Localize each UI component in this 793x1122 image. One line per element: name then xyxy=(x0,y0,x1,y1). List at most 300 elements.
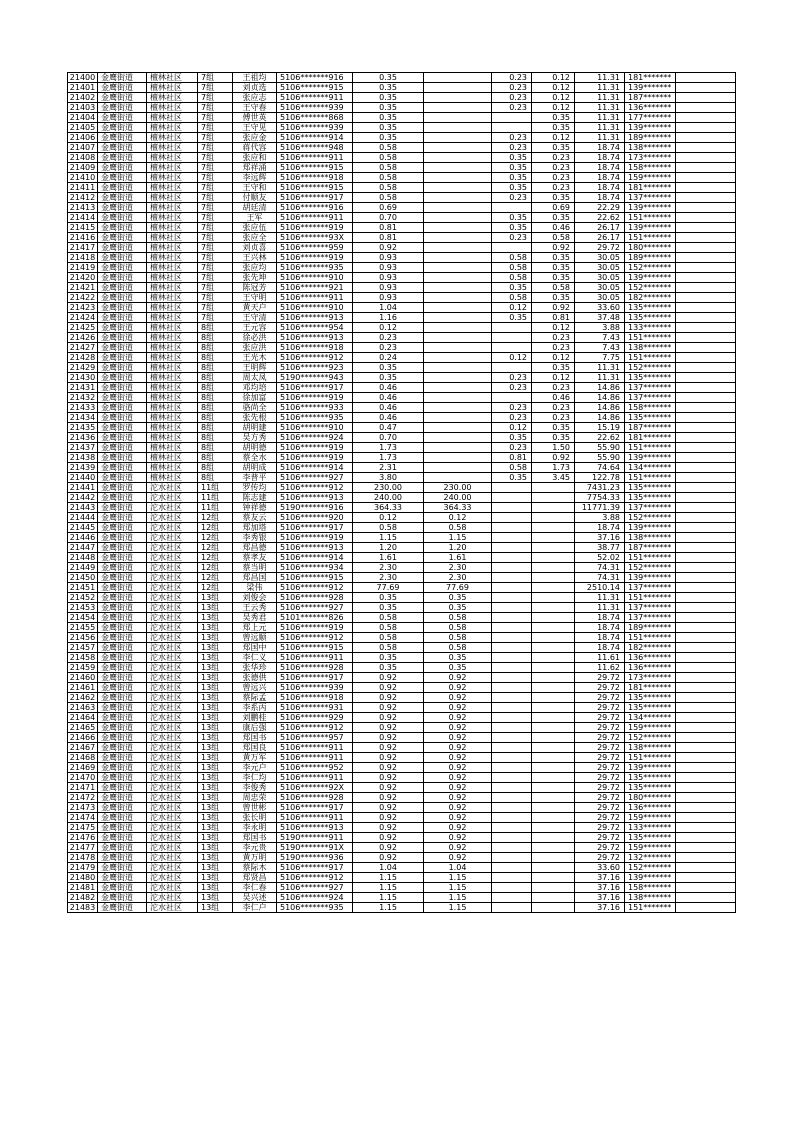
table-row xyxy=(68,273,736,283)
area-c-cell: 0.12 xyxy=(532,323,575,333)
table-row xyxy=(68,543,736,553)
phone-cell: 135******* xyxy=(625,783,676,793)
street-cell: 金鹰街道 xyxy=(98,653,147,663)
area-c-cell xyxy=(532,583,575,593)
amount-cell: 18.74 xyxy=(575,623,625,633)
name-cell: 刘鹏桂 xyxy=(233,713,277,723)
blank-cell xyxy=(676,393,736,403)
street-cell: 金鹰街道 xyxy=(98,663,147,673)
street-cell: 金鹰街道 xyxy=(98,843,147,853)
area-b-cell: 0.35 xyxy=(492,473,532,483)
amount-cell: 29.72 xyxy=(575,713,625,723)
street-cell: 金鹰街道 xyxy=(98,753,147,763)
area-b-cell xyxy=(492,793,532,803)
street-cell: 金鹰街道 xyxy=(98,493,147,503)
community-cell: 沱水社区 xyxy=(147,733,198,743)
id-number-cell: 5106*******920 xyxy=(277,513,353,523)
area-b-cell: 0.35 xyxy=(492,313,532,323)
phone-cell: 182******* xyxy=(625,643,676,653)
row-id: 21449 xyxy=(68,563,98,573)
phone-cell: 132******* xyxy=(625,853,676,863)
id-number-cell: 5106*******912 xyxy=(277,483,353,493)
area-total-cell: 0.92 xyxy=(353,763,424,773)
id-number-cell: 5106*******934 xyxy=(277,563,353,573)
group-cell: 7组 xyxy=(198,313,233,323)
row-id: 21401 xyxy=(68,83,98,93)
area-a-cell: 0.92 xyxy=(424,753,492,763)
table-row xyxy=(68,203,736,213)
area-c-cell xyxy=(532,893,575,903)
name-cell: 王守清 xyxy=(233,313,277,323)
table-row xyxy=(68,443,736,453)
group-cell: 13组 xyxy=(198,853,233,863)
phone-cell: 135******* xyxy=(625,303,676,313)
area-total-cell: 0.35 xyxy=(353,373,424,383)
row-id: 21438 xyxy=(68,453,98,463)
area-c-cell: 0.35 xyxy=(532,293,575,303)
group-cell: 7组 xyxy=(198,253,233,263)
group-cell: 7组 xyxy=(198,103,233,113)
blank-cell xyxy=(676,403,736,413)
area-c-cell: 0.35 xyxy=(532,213,575,223)
blank-cell xyxy=(676,363,736,373)
id-number-cell: 5106*******939 xyxy=(277,123,353,133)
area-total-cell: 0.92 xyxy=(353,823,424,833)
area-c-cell: 0.23 xyxy=(532,403,575,413)
phone-cell: 138******* xyxy=(625,143,676,153)
table-row xyxy=(68,283,736,293)
id-number-cell: 5106*******915 xyxy=(277,573,353,583)
street-cell: 金鹰街道 xyxy=(98,113,147,123)
area-a-cell xyxy=(424,263,492,273)
area-b-cell: 0.35 xyxy=(492,163,532,173)
area-total-cell: 0.92 xyxy=(353,803,424,813)
name-cell: 吴方秀 xyxy=(233,433,277,443)
table-row xyxy=(68,663,736,673)
phone-cell: 139******* xyxy=(625,123,676,133)
area-c-cell xyxy=(532,813,575,823)
name-cell: 李俊秀 xyxy=(233,783,277,793)
area-c-cell: 0.35 xyxy=(532,433,575,443)
area-a-cell: 0.35 xyxy=(424,653,492,663)
area-b-cell: 0.12 xyxy=(492,353,532,363)
amount-cell: 18.74 xyxy=(575,643,625,653)
amount-cell: 29.72 xyxy=(575,833,625,843)
area-a-cell: 0.92 xyxy=(424,713,492,723)
table-row xyxy=(68,183,736,193)
id-number-cell: 5106*******916 xyxy=(277,73,353,83)
table-row xyxy=(68,83,736,93)
phone-cell: 137******* xyxy=(625,583,676,593)
community-cell: 沱水社区 xyxy=(147,503,198,513)
table-row xyxy=(68,693,736,703)
table-row xyxy=(68,753,736,763)
table-row xyxy=(68,93,736,103)
street-cell: 金鹰街道 xyxy=(98,803,147,813)
area-total-cell: 1.61 xyxy=(353,553,424,563)
table-row xyxy=(68,743,736,753)
area-total-cell: 1.16 xyxy=(353,313,424,323)
phone-cell: 151******* xyxy=(625,553,676,563)
community-cell: 檀林社区 xyxy=(147,273,198,283)
table-row xyxy=(68,613,736,623)
area-c-cell xyxy=(532,533,575,543)
group-cell: 8组 xyxy=(198,403,233,413)
id-number-cell: 5106*******939 xyxy=(277,103,353,113)
group-cell: 13组 xyxy=(198,833,233,843)
street-cell: 金鹰街道 xyxy=(98,793,147,803)
street-cell: 金鹰街道 xyxy=(98,873,147,883)
amount-cell: 37.16 xyxy=(575,883,625,893)
name-cell: 郑贤昌 xyxy=(233,873,277,883)
name-cell: 钟祥德 xyxy=(233,503,277,513)
area-b-cell: 0.35 xyxy=(492,283,532,293)
blank-cell xyxy=(676,683,736,693)
id-number-cell: 5106*******927 xyxy=(277,603,353,613)
area-total-cell: 0.92 xyxy=(353,783,424,793)
area-c-cell: 1.50 xyxy=(532,443,575,453)
phone-cell: 137******* xyxy=(625,393,676,403)
row-id: 21420 xyxy=(68,273,98,283)
area-a-cell xyxy=(424,123,492,133)
name-cell: 郑昌德 xyxy=(233,543,277,553)
row-id: 21412 xyxy=(68,193,98,203)
group-cell: 7组 xyxy=(198,193,233,203)
area-a-cell: 2.30 xyxy=(424,573,492,583)
street-cell: 金鹰街道 xyxy=(98,903,147,913)
area-c-cell: 0.23 xyxy=(532,413,575,423)
table-row xyxy=(68,643,736,653)
id-number-cell: 5106*******913 xyxy=(277,543,353,553)
community-cell: 檀林社区 xyxy=(147,443,198,453)
street-cell: 金鹰街道 xyxy=(98,513,147,523)
phone-cell: 139******* xyxy=(625,223,676,233)
blank-cell xyxy=(676,163,736,173)
blank-cell xyxy=(676,873,736,883)
area-a-cell xyxy=(424,383,492,393)
group-cell: 7组 xyxy=(198,113,233,123)
amount-cell: 11.61 xyxy=(575,653,625,663)
id-number-cell: 5106*******924 xyxy=(277,433,353,443)
area-total-cell: 0.35 xyxy=(353,133,424,143)
row-id: 21461 xyxy=(68,683,98,693)
area-total-cell: 0.92 xyxy=(353,693,424,703)
area-a-cell: 1.15 xyxy=(424,893,492,903)
street-cell: 金鹰街道 xyxy=(98,723,147,733)
blank-cell xyxy=(676,723,736,733)
group-cell: 7组 xyxy=(198,153,233,163)
row-id: 21432 xyxy=(68,393,98,403)
id-number-cell: 5106*******914 xyxy=(277,133,353,143)
area-a-cell xyxy=(424,463,492,473)
row-id: 21418 xyxy=(68,253,98,263)
community-cell: 沱水社区 xyxy=(147,903,198,913)
phone-cell: 187******* xyxy=(625,543,676,553)
community-cell: 沱水社区 xyxy=(147,853,198,863)
area-a-cell: 0.92 xyxy=(424,813,492,823)
area-a-cell xyxy=(424,213,492,223)
amount-cell: 29.72 xyxy=(575,823,625,833)
street-cell: 金鹰街道 xyxy=(98,863,147,873)
name-cell: 郑上元 xyxy=(233,623,277,633)
community-cell: 沱水社区 xyxy=(147,723,198,733)
phone-cell: 135******* xyxy=(625,833,676,843)
table-row xyxy=(68,763,736,773)
row-id: 21402 xyxy=(68,93,98,103)
name-cell: 郑国中 xyxy=(233,643,277,653)
area-c-cell xyxy=(532,673,575,683)
table-row xyxy=(68,463,736,473)
name-cell: 蔡际木 xyxy=(233,863,277,873)
area-total-cell: 0.35 xyxy=(353,93,424,103)
amount-cell: 29.72 xyxy=(575,743,625,753)
row-id: 21404 xyxy=(68,113,98,123)
area-c-cell: 0.12 xyxy=(532,133,575,143)
name-cell: 蔡当明 xyxy=(233,563,277,573)
street-cell: 金鹰街道 xyxy=(98,883,147,893)
area-a-cell: 364.33 xyxy=(424,503,492,513)
phone-cell: 181******* xyxy=(625,683,676,693)
community-cell: 檀林社区 xyxy=(147,303,198,313)
area-total-cell: 1.15 xyxy=(353,903,424,913)
street-cell: 金鹰街道 xyxy=(98,183,147,193)
phone-cell: 135******* xyxy=(625,693,676,703)
area-a-cell xyxy=(424,353,492,363)
area-c-cell xyxy=(532,653,575,663)
name-cell: 蔡际孟 xyxy=(233,693,277,703)
amount-cell: 11.31 xyxy=(575,603,625,613)
phone-cell: 151******* xyxy=(625,753,676,763)
amount-cell: 11.31 xyxy=(575,133,625,143)
group-cell: 8组 xyxy=(198,363,233,373)
amount-cell: 37.16 xyxy=(575,533,625,543)
community-cell: 沱水社区 xyxy=(147,543,198,553)
name-cell: 李仁义 xyxy=(233,653,277,663)
area-c-cell: 1.73 xyxy=(532,463,575,473)
table-row xyxy=(68,133,736,143)
amount-cell: 11.31 xyxy=(575,73,625,83)
community-cell: 檀林社区 xyxy=(147,113,198,123)
area-total-cell: 0.23 xyxy=(353,333,424,343)
area-total-cell: 0.12 xyxy=(353,513,424,523)
blank-cell xyxy=(676,283,736,293)
area-b-cell xyxy=(492,523,532,533)
id-number-cell: 5106*******910 xyxy=(277,423,353,433)
area-b-cell: 0.35 xyxy=(492,173,532,183)
area-a-cell xyxy=(424,103,492,113)
group-cell: 13组 xyxy=(198,653,233,663)
table-row xyxy=(68,483,736,493)
blank-cell xyxy=(676,243,736,253)
street-cell: 金鹰街道 xyxy=(98,253,147,263)
area-a-cell: 1.15 xyxy=(424,533,492,543)
street-cell: 金鹰街道 xyxy=(98,783,147,793)
area-a-cell xyxy=(424,453,492,463)
id-number-cell: 5106*******927 xyxy=(277,883,353,893)
community-cell: 檀林社区 xyxy=(147,313,198,323)
phone-cell: 136******* xyxy=(625,663,676,673)
id-number-cell: 5190*******91X xyxy=(277,843,353,853)
area-b-cell xyxy=(492,483,532,493)
community-cell: 檀林社区 xyxy=(147,393,198,403)
amount-cell: 37.48 xyxy=(575,313,625,323)
area-c-cell xyxy=(532,543,575,553)
id-number-cell: 5106*******919 xyxy=(277,393,353,403)
area-a-cell: 0.92 xyxy=(424,693,492,703)
street-cell: 金鹰街道 xyxy=(98,703,147,713)
area-total-cell: 0.70 xyxy=(353,433,424,443)
area-total-cell: 0.35 xyxy=(353,123,424,133)
area-c-cell: 0.46 xyxy=(532,223,575,233)
blank-cell xyxy=(676,323,736,333)
area-b-cell: 0.23 xyxy=(492,443,532,453)
group-cell: 13组 xyxy=(198,843,233,853)
area-c-cell xyxy=(532,553,575,563)
id-number-cell: 5106*******917 xyxy=(277,193,353,203)
area-b-cell: 0.23 xyxy=(492,403,532,413)
community-cell: 沱水社区 xyxy=(147,553,198,563)
area-total-cell: 0.69 xyxy=(353,203,424,213)
area-c-cell: 0.92 xyxy=(532,243,575,253)
phone-cell: 136******* xyxy=(625,803,676,813)
row-id: 21471 xyxy=(68,783,98,793)
id-number-cell: 5106*******919 xyxy=(277,253,353,263)
id-number-cell: 5106*******931 xyxy=(277,703,353,713)
name-cell: 黄万军 xyxy=(233,753,277,763)
area-b-cell xyxy=(492,753,532,763)
area-c-cell: 3.45 xyxy=(532,473,575,483)
group-cell: 7组 xyxy=(198,123,233,133)
group-cell: 7组 xyxy=(198,133,233,143)
area-a-cell xyxy=(424,163,492,173)
area-total-cell: 77.69 xyxy=(353,583,424,593)
phone-cell: 187******* xyxy=(625,93,676,103)
phone-cell: 136******* xyxy=(625,653,676,663)
area-b-cell xyxy=(492,603,532,613)
community-cell: 沱水社区 xyxy=(147,583,198,593)
area-a-cell xyxy=(424,223,492,233)
area-total-cell: 0.92 xyxy=(353,773,424,783)
phone-cell: 134******* xyxy=(625,713,676,723)
area-b-cell xyxy=(492,583,532,593)
table-row xyxy=(68,423,736,433)
name-cell: 徐加富 xyxy=(233,393,277,403)
phone-cell: 139******* xyxy=(625,763,676,773)
area-a-cell xyxy=(424,393,492,403)
blank-cell xyxy=(676,613,736,623)
row-id: 21426 xyxy=(68,333,98,343)
blank-cell xyxy=(676,443,736,453)
street-cell: 金鹰街道 xyxy=(98,563,147,573)
community-cell: 沱水社区 xyxy=(147,623,198,633)
blank-cell xyxy=(676,903,736,913)
id-number-cell: 5106*******919 xyxy=(277,453,353,463)
area-b-cell: 0.12 xyxy=(492,303,532,313)
table-row xyxy=(68,853,736,863)
area-a-cell xyxy=(424,153,492,163)
row-id: 21473 xyxy=(68,803,98,813)
area-total-cell: 0.70 xyxy=(353,213,424,223)
row-id: 21417 xyxy=(68,243,98,253)
area-b-cell: 0.23 xyxy=(492,133,532,143)
name-cell: 傅世英 xyxy=(233,113,277,123)
phone-cell: 159******* xyxy=(625,813,676,823)
area-b-cell xyxy=(492,203,532,213)
area-c-cell xyxy=(532,513,575,523)
id-number-cell: 5106*******913 xyxy=(277,313,353,323)
phone-cell: 139******* xyxy=(625,203,676,213)
amount-cell: 26.17 xyxy=(575,233,625,243)
amount-cell: 14.86 xyxy=(575,413,625,423)
table-row xyxy=(68,573,736,583)
amount-cell: 29.72 xyxy=(575,723,625,733)
id-number-cell: 5106*******935 xyxy=(277,263,353,273)
area-total-cell: 0.35 xyxy=(353,363,424,373)
street-cell: 金鹰街道 xyxy=(98,483,147,493)
row-id: 21443 xyxy=(68,503,98,513)
blank-cell xyxy=(676,213,736,223)
blank-cell xyxy=(676,663,736,673)
blank-cell xyxy=(676,863,736,873)
group-cell: 12组 xyxy=(198,513,233,523)
street-cell: 金鹰街道 xyxy=(98,273,147,283)
row-id: 21440 xyxy=(68,473,98,483)
area-c-cell xyxy=(532,613,575,623)
table-row xyxy=(68,733,736,743)
area-c-cell xyxy=(532,573,575,583)
area-c-cell xyxy=(532,593,575,603)
table-row xyxy=(68,113,736,123)
area-c-cell xyxy=(532,763,575,773)
blank-cell xyxy=(676,853,736,863)
amount-cell: 18.74 xyxy=(575,523,625,533)
table-row xyxy=(68,123,736,133)
id-number-cell: 5106*******915 xyxy=(277,83,353,93)
area-b-cell xyxy=(492,493,532,503)
amount-cell: 29.72 xyxy=(575,753,625,763)
group-cell: 13组 xyxy=(198,703,233,713)
area-total-cell: 1.15 xyxy=(353,873,424,883)
phone-cell: 134******* xyxy=(625,463,676,473)
phone-cell: 136******* xyxy=(625,103,676,113)
amount-cell: 74.64 xyxy=(575,463,625,473)
table-row xyxy=(68,453,736,463)
name-cell: 陈志建 xyxy=(233,493,277,503)
phone-cell: 139******* xyxy=(625,453,676,463)
blank-cell xyxy=(676,423,736,433)
group-cell: 13组 xyxy=(198,673,233,683)
row-id: 21430 xyxy=(68,373,98,383)
id-number-cell: 5190*******936 xyxy=(277,853,353,863)
amount-cell: 33.60 xyxy=(575,303,625,313)
street-cell: 金鹰街道 xyxy=(98,763,147,773)
row-id: 21433 xyxy=(68,403,98,413)
name-cell: 王军 xyxy=(233,213,277,223)
street-cell: 金鹰街道 xyxy=(98,393,147,403)
blank-cell xyxy=(676,113,736,123)
phone-cell: 158******* xyxy=(625,883,676,893)
id-number-cell: 5190*******943 xyxy=(277,373,353,383)
amount-cell: 29.72 xyxy=(575,763,625,773)
area-b-cell: 0.58 xyxy=(492,253,532,263)
area-total-cell: 0.58 xyxy=(353,623,424,633)
name-cell: 胡廷清 xyxy=(233,203,277,213)
phone-cell: 180******* xyxy=(625,243,676,253)
blank-cell xyxy=(676,553,736,563)
id-number-cell: 5106*******927 xyxy=(277,473,353,483)
street-cell: 金鹰街道 xyxy=(98,633,147,643)
area-total-cell: 0.24 xyxy=(353,353,424,363)
